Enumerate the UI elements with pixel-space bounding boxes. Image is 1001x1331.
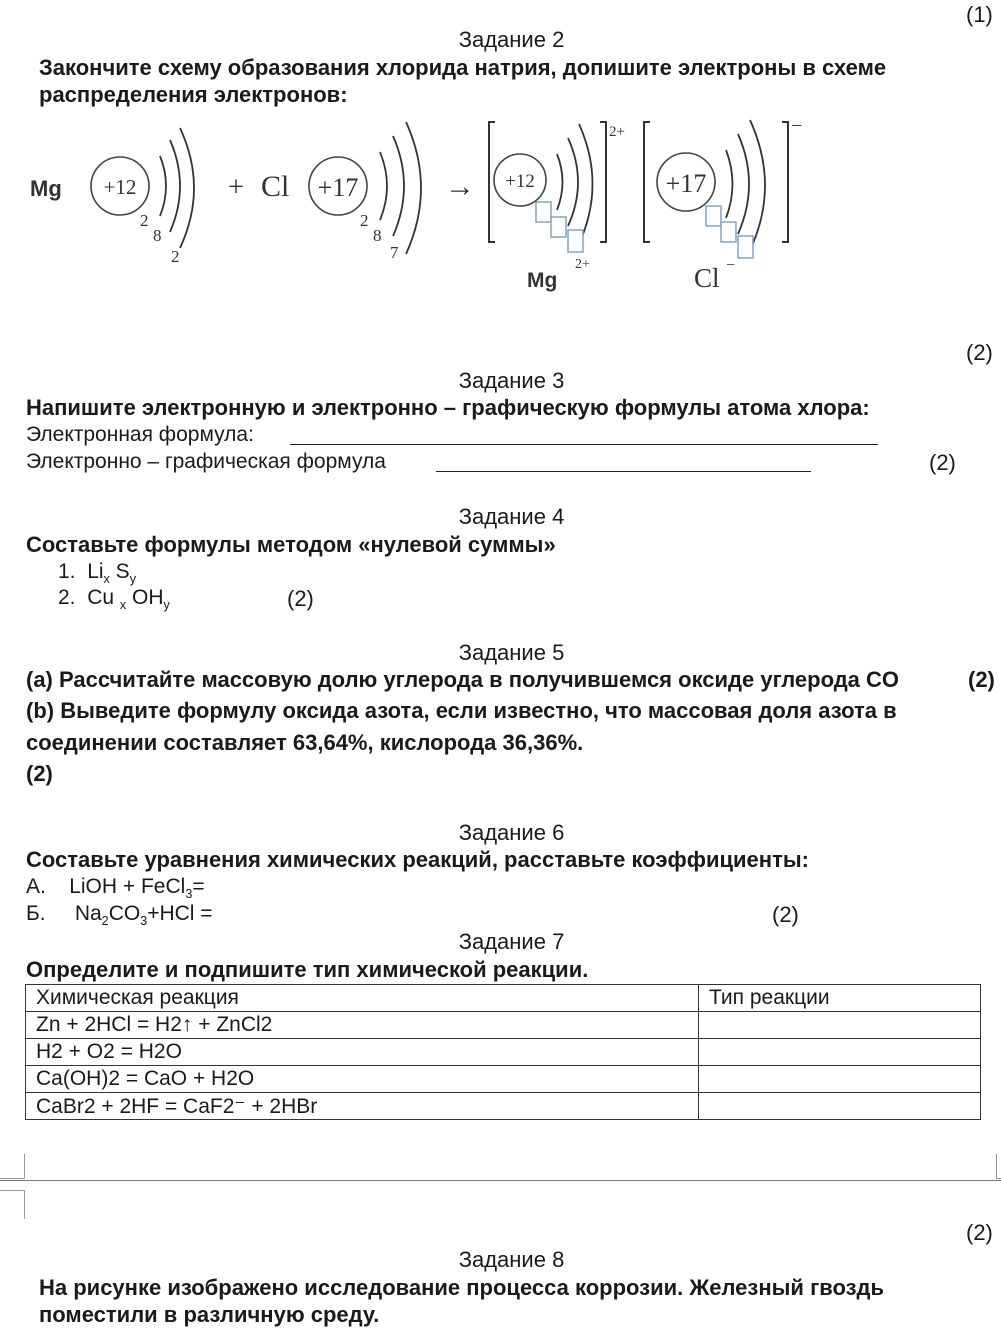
cl-ion-charge: +17 — [665, 169, 707, 198]
mg-shell-2 — [170, 140, 180, 232]
task3-text: Напишите электронную и электронно – графическую формулы атома хлора: — [26, 395, 870, 420]
task4-item-2: 2. Cu $_x$ $OH_y$ — [58, 586, 170, 613]
mg-shell-3-count: 2 — [171, 247, 180, 266]
task7-text: Определите и подпишите тип химической реакции. — [26, 957, 589, 982]
table-row — [26, 1093, 981, 1120]
task3-score-top: (2) — [966, 340, 993, 365]
electron-box — [536, 202, 551, 222]
cl-ion-superscript: − — [791, 115, 803, 137]
task3-graphic-formula-blank[interactable] — [436, 471, 811, 472]
task2-text-line2: распределения электронов: — [39, 82, 348, 107]
mg-nucleus-charge: +12 — [103, 175, 137, 199]
task3-electronic-formula-label: Электронная формула: — [26, 423, 254, 446]
cl-shell-1-count: 2 — [360, 211, 369, 230]
mg-shell-3 — [180, 128, 194, 248]
task5-part-a: (a) Рассчитайте массовую долю углерода в получившемся оксиде углерода CO — [26, 667, 900, 692]
type-cell[interactable] — [699, 1066, 981, 1093]
cl-ion-bracket-left — [644, 122, 650, 242]
task5-part-a-score: (2) — [968, 667, 995, 692]
task4-score: (2) — [287, 586, 314, 611]
task5-part-b-line1: (b) Выведите формулу оксида азота, если известно, что массовая доля азота в — [26, 698, 897, 723]
electron-box — [738, 236, 753, 258]
page-corner-mark — [0, 1154, 25, 1179]
electron-box — [568, 230, 583, 252]
task5-part-b-line2: соединении составляет 63,64%, кислорода 36,36%. — [26, 730, 584, 755]
task8-text-line1: На рисунке изображено исследование процесса коррозии. Железный гвоздь — [39, 1275, 885, 1300]
type-cell[interactable] — [699, 1093, 981, 1120]
mg-shell-1 — [160, 156, 166, 216]
reaction-type-table — [25, 984, 981, 1120]
task6-equation-a: А. LiOH + FeCl$_3$= — [26, 875, 205, 902]
cl-ion-label-sup: − — [726, 257, 736, 274]
task6-score: (2) — [772, 902, 799, 927]
cl-shell-2 — [393, 136, 404, 236]
mg-ion-label: Mg — [527, 269, 558, 292]
cl-shell-3 — [406, 122, 421, 254]
task3-title: Задание 3 — [458, 368, 565, 393]
task3-electronic-formula-blank[interactable] — [290, 444, 878, 445]
task4-text: Составьте формулы методом «нулевой суммы» — [26, 532, 556, 557]
plus-sign: + — [228, 172, 244, 203]
page-break-line — [0, 1180, 1001, 1181]
task2-score: (1) — [966, 2, 993, 27]
cl-shell-2-count: 8 — [373, 226, 382, 245]
mg-ion-charge: +12 — [505, 171, 535, 192]
page-corner-mark — [996, 1154, 1001, 1179]
mg-shell-2-count: 8 — [153, 226, 162, 245]
electron-box — [706, 206, 721, 226]
cl-shell-1 — [380, 152, 387, 220]
task3-score: (2) — [929, 450, 956, 475]
electron-scheme-diagram — [0, 110, 1001, 310]
task8-score-top: (2) — [966, 1220, 993, 1245]
reaction-cell: H2 + O2 = H2O — [26, 1039, 699, 1066]
reaction-cell: CaBr2 + 2HF = CaF2⁻ + 2HBr — [26, 1093, 699, 1120]
cl-symbol: Cl — [261, 170, 290, 203]
task6-text: Составьте уравнения химических реакций, расставьте коэффициенты: — [26, 847, 809, 872]
type-cell[interactable] — [699, 1039, 981, 1066]
cl-ion-bracket-right — [782, 122, 788, 242]
mg-symbol: Mg — [30, 176, 62, 201]
table-row — [26, 1039, 981, 1066]
header-reaction: Химическая реакция — [26, 985, 699, 1012]
task8-title: Задание 8 — [458, 1247, 565, 1272]
task6-equation-b: Б. $Na_2CO_3+HCl$ = — [26, 902, 213, 929]
table-row — [26, 1012, 981, 1039]
mg-ion-bracket-right — [600, 122, 606, 242]
electron-box — [721, 222, 736, 242]
cl-ion-label: Cl — [694, 263, 720, 293]
cl-nucleus-charge: +17 — [317, 173, 359, 202]
reaction-arrow: → — [445, 170, 475, 203]
cl-shell-3-count: 7 — [390, 243, 399, 262]
mg-shell-1-count: 2 — [140, 211, 149, 230]
task6-title: Задание 6 — [458, 820, 565, 845]
task4-item-1: 1. $Li_x$ $S_y$ — [58, 560, 136, 587]
task4-title: Задание 4 — [458, 504, 565, 529]
page-corner-mark — [0, 1190, 25, 1219]
task7-title: Задание 7 — [458, 929, 565, 954]
table-header-row — [26, 985, 981, 1012]
task5-title: Задание 5 — [458, 640, 565, 665]
mg-ion-label-sup: 2+ — [575, 257, 590, 272]
mg-ion-superscript: 2+ — [609, 124, 625, 140]
task2-text-line1: Закончите схему образования хлорида натрия, допишите электроны в схеме — [39, 55, 887, 80]
reaction-cell: Zn + 2HCl = H2↑ + ZnCl2 — [26, 1012, 699, 1039]
task5-part-b-score: (2) — [26, 761, 53, 786]
type-cell[interactable] — [699, 1012, 981, 1039]
task3-graphic-formula-label: Электронно – графическая формула — [26, 450, 386, 473]
task2-title: Задание 2 — [458, 27, 565, 52]
reaction-cell: Ca(OH)2 = CaO + H2O — [26, 1066, 699, 1093]
header-type: Тип реакции — [699, 985, 981, 1012]
table-row — [26, 1066, 981, 1093]
electron-box — [551, 217, 566, 237]
task8-text-line2: поместили в различную среду. — [39, 1302, 380, 1327]
